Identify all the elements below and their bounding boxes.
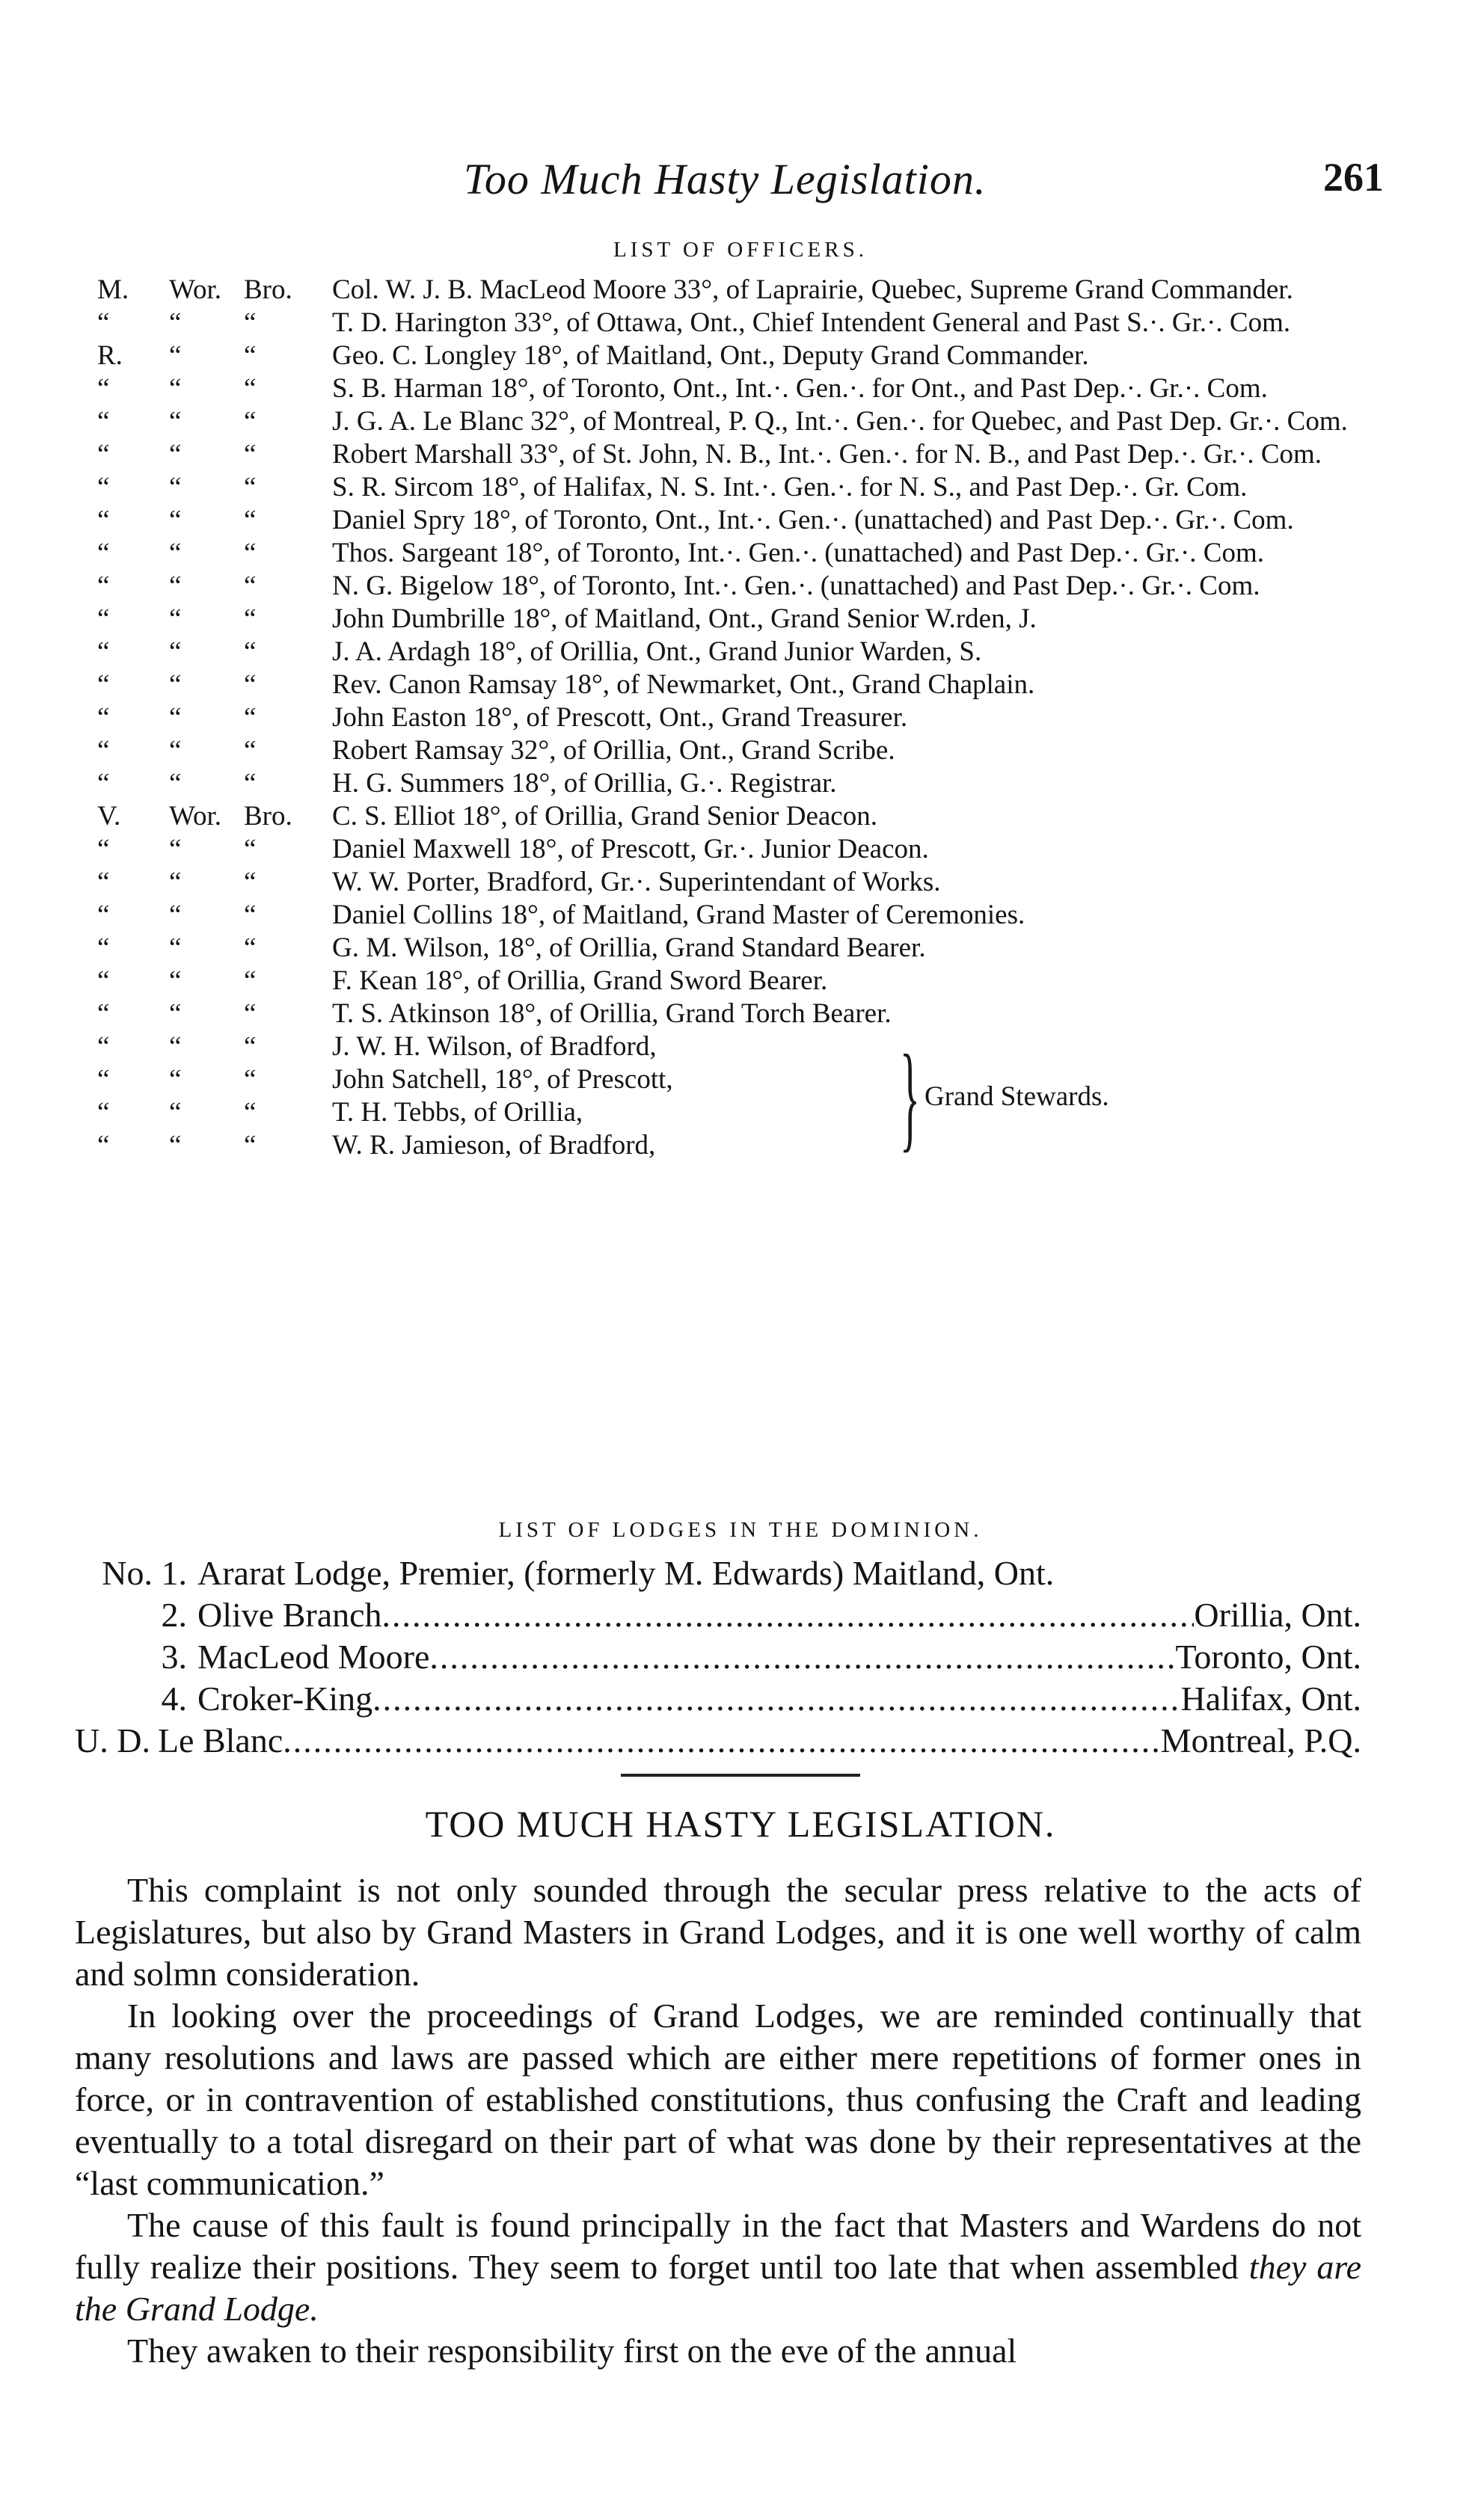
- officer-row: [97, 372, 1384, 405]
- lodge-row: [75, 1636, 1361, 1678]
- brother-abbrev: “: [244, 932, 257, 963]
- officer-row: [97, 734, 1384, 767]
- lodge-name: Olive Branch: [197, 1596, 382, 1634]
- paragraph: This complaint is not only sounded through the secular press relative to the acts of Legislatures, but also by Grand Masters in Grand Lodges, and it is one well worthy of calm and solmn consideration.: [75, 1871, 1361, 1993]
- lodge-name: Ararat Lodge, Premier, (formerly M. Edwards) Maitland, Ont.: [197, 1554, 1055, 1592]
- officer-entry: Rev. Canon Ramsay 18°, of Newmarket, Ont., Grand Chaplain.: [332, 669, 1035, 700]
- brother-abbrev: “: [244, 702, 257, 733]
- paragraph: In looking over the proceedings of Grand Lodges, we are reminded continually that many resolutions and laws are passed which are either mere repetitions of former ones in force, or in contravention of established constitutions, thus confusing the Craft and leading eventually to a total disregard on their part of what was done by their representatives at the “last communication.”: [75, 1997, 1361, 2202]
- dot-leader: [372, 1678, 1180, 1720]
- lodge-place: Montreal, P.Q.: [1160, 1721, 1361, 1760]
- brother-abbrev: “: [244, 998, 257, 1029]
- officer-entry: John Dumbrille 18°, of Maitland, Ont., Grand Senior W.rden, J.: [332, 603, 1037, 634]
- officer-row: [97, 932, 1384, 965]
- title-abbrev: “: [169, 932, 182, 963]
- officer-row: [97, 1096, 890, 1129]
- officer-entry: J. W. H. Wilson, of Bradford,: [332, 1031, 657, 1062]
- brother-abbrev: “: [244, 538, 257, 568]
- rank-abbrev: “: [97, 1097, 110, 1128]
- brother-abbrev: “: [244, 965, 257, 996]
- brother-abbrev: “: [244, 571, 257, 601]
- officer-row: [97, 1063, 890, 1096]
- title-abbrev: “: [169, 538, 182, 568]
- rank-abbrev: “: [97, 373, 110, 404]
- article-title: TOO MUCH HASTY LEGISLATION.: [425, 1803, 1056, 1845]
- officer-entry: T. S. Atkinson 18°, of Orillia, Grand Torch Bearer.: [332, 998, 892, 1029]
- brother-abbrev: “: [244, 505, 257, 535]
- rank-abbrev: “: [97, 603, 110, 634]
- officer-entry: S. B. Harman 18°, of Toronto, Ont., Int.·. Gen.·. for Ont., and Past Dep.·. Gr.·. Com.: [332, 373, 1268, 404]
- officer-row: [97, 274, 1384, 307]
- brother-abbrev: “: [244, 1130, 257, 1161]
- rank-abbrev: M.: [97, 274, 129, 305]
- officer-row: [97, 998, 1384, 1030]
- officer-row: [97, 866, 1384, 899]
- brother-abbrev: “: [244, 900, 257, 930]
- officer-entry: J. A. Ardagh 18°, of Orillia, Ont., Grand Junior Warden, S.: [332, 636, 982, 667]
- officer-row: [97, 636, 1384, 669]
- rank-abbrev: “: [97, 834, 110, 864]
- officer-row: [97, 899, 1384, 932]
- title-abbrev: “: [169, 1064, 182, 1095]
- brother-abbrev: “: [244, 867, 257, 897]
- officer-row: [97, 405, 1384, 438]
- lodge-number: 3.: [161, 1638, 187, 1676]
- title-abbrev: “: [169, 373, 182, 404]
- officer-entry: Daniel Collins 18°, of Maitland, Grand Master of Ceremonies.: [332, 900, 1025, 930]
- officer-entry: S. R. Sircom 18°, of Halifax, N. S. Int.·. Gen.·. for N. S., and Past Dep.·. Gr. Com.: [332, 472, 1248, 503]
- rank-abbrev: V.: [97, 801, 121, 832]
- title-abbrev: “: [169, 571, 182, 601]
- rank-abbrev: “: [97, 505, 110, 535]
- lodge-place: Orillia, Ont.: [1194, 1596, 1361, 1634]
- rank-abbrev: “: [97, 1130, 110, 1161]
- brace-icon: }: [900, 1030, 920, 1163]
- officer-row: [97, 471, 1384, 504]
- officer-row: [97, 1129, 890, 1162]
- title-abbrev: “: [169, 1031, 182, 1062]
- officer-entry: J. G. A. Le Blanc 32°, of Montreal, P. Q., Int.·. Gen.·. for Quebec, and Past Dep. Gr.·. Com.: [332, 406, 1348, 437]
- officer-entry: H. G. Summers 18°, of Orillia, G.·. Registrar.: [332, 768, 837, 799]
- title-abbrev: “: [169, 768, 182, 799]
- brother-abbrev: “: [244, 307, 257, 338]
- title-abbrev: “: [169, 965, 182, 996]
- officer-row: [97, 504, 1384, 537]
- officer-row: [97, 570, 1384, 603]
- brother-abbrev: “: [244, 669, 257, 700]
- title-abbrev: “: [169, 636, 182, 667]
- officer-row: [97, 339, 1384, 372]
- title-abbrev: Wor.: [169, 801, 221, 832]
- title-abbrev: “: [169, 900, 182, 930]
- lodge-row: [75, 1678, 1361, 1720]
- officer-entry: Daniel Spry 18°, of Toronto, Ont., Int.·. Gen.·. (unattached) and Past Dep.·. Gr.·. Com.: [332, 505, 1294, 535]
- officer-entry: John Easton 18°, of Prescott, Ont., Grand Treasurer.: [332, 702, 908, 733]
- lodge-number: U. D.: [75, 1721, 150, 1760]
- rank-abbrev: “: [97, 1031, 110, 1062]
- officer-row: [97, 767, 1384, 800]
- title-abbrev: “: [169, 834, 182, 864]
- officer-row: [97, 965, 1384, 998]
- title-abbrev: “: [169, 406, 182, 437]
- officer-entry: Daniel Maxwell 18°, of Prescott, Gr.·. Junior Deacon.: [332, 834, 929, 864]
- rank-abbrev: “: [97, 900, 110, 930]
- rank-abbrev: “: [97, 998, 110, 1029]
- lodge-place: Toronto, Ont.: [1175, 1638, 1361, 1676]
- officer-entry: Geo. C. Longley 18°, of Maitland, Ont., Deputy Grand Commander.: [332, 340, 1089, 371]
- lodge-row: [75, 1552, 1361, 1594]
- rank-abbrev: “: [97, 636, 110, 667]
- paragraph: They awaken to their responsibility first on the eve of the annual: [127, 2332, 1017, 2370]
- officer-row: [97, 603, 1384, 636]
- title-abbrev: “: [169, 1097, 182, 1128]
- officer-entry: Col. W. J. B. MacLeod Moore 33°, of Laprairie, Quebec, Supreme Grand Commander.: [332, 274, 1293, 305]
- lodge-name: Croker-King: [197, 1680, 373, 1718]
- officer-row: [97, 669, 1384, 701]
- page-header: [419, 150, 1384, 217]
- officer-entry: W. R. Jamieson, of Bradford,: [332, 1130, 656, 1161]
- brother-abbrev: “: [244, 636, 257, 667]
- dot-leader: [429, 1636, 1175, 1678]
- brother-abbrev: “: [244, 472, 257, 503]
- lodge-name: Le Blanc: [157, 1721, 283, 1760]
- officer-row: [97, 701, 1384, 734]
- brother-abbrev: “: [244, 406, 257, 437]
- rank-abbrev: “: [97, 307, 110, 338]
- brother-abbrev: “: [244, 735, 257, 766]
- rank-abbrev: “: [97, 932, 110, 963]
- rank-abbrev: “: [97, 571, 110, 601]
- brother-abbrev: “: [244, 834, 257, 864]
- officer-entry: C. S. Elliot 18°, of Orillia, Grand Senior Deacon.: [332, 801, 877, 832]
- rank-abbrev: “: [97, 735, 110, 766]
- title-abbrev: “: [169, 735, 182, 766]
- title-abbrev: “: [169, 998, 182, 1029]
- section-divider: [621, 1774, 860, 1777]
- brother-abbrev: “: [244, 1064, 257, 1095]
- page-number: 261: [1323, 155, 1384, 200]
- officer-entry: G. M. Wilson, 18°, of Orillia, Grand Standard Bearer.: [332, 932, 926, 963]
- title-abbrev: Wor.: [169, 274, 221, 305]
- lodge-number: 4.: [161, 1680, 187, 1718]
- brother-abbrev: Bro.: [244, 801, 292, 832]
- stewards-group: [97, 1030, 1384, 1162]
- title-abbrev: “: [169, 867, 182, 897]
- title-abbrev: “: [169, 472, 182, 503]
- officer-entry: T. D. Harington 33°, of Ottawa, Ont., Chief Intendent General and Past S.·. Gr.·. Com.: [332, 307, 1291, 338]
- rank-abbrev: “: [97, 538, 110, 568]
- lodge-number: No. 1.: [102, 1554, 187, 1592]
- officer-row: [97, 438, 1384, 471]
- emphasis-text: they are the Grand Lodge.: [75, 2248, 1362, 2328]
- lodge-row: [75, 1594, 1361, 1636]
- officer-entry: T. H. Tebbs, of Orillia,: [332, 1097, 583, 1128]
- brother-abbrev: “: [244, 1031, 257, 1062]
- brother-abbrev: Bro.: [244, 274, 292, 305]
- stewards-label: Grand Stewards.: [925, 1081, 1109, 1112]
- title-abbrev: “: [169, 505, 182, 535]
- article-body: [75, 1869, 1361, 2372]
- lodges-list: [75, 1552, 1361, 1762]
- rank-abbrev: “: [97, 472, 110, 503]
- brother-abbrev: “: [244, 1097, 257, 1128]
- officers-list: [97, 274, 1384, 1162]
- lodge-row: [75, 1720, 1361, 1762]
- officer-entry: F. Kean 18°, of Orillia, Grand Sword Bearer.: [332, 965, 828, 996]
- title-abbrev: “: [169, 669, 182, 700]
- brother-abbrev: “: [244, 373, 257, 404]
- rank-abbrev: “: [97, 768, 110, 799]
- officer-entry: Thos. Sargeant 18°, of Toronto, Int.·. Gen.·. (unattached) and Past Dep.·. Gr.·. Com.: [332, 538, 1264, 568]
- brother-abbrev: “: [244, 340, 257, 371]
- paragraph: [75, 2204, 1361, 2330]
- lodge-name: MacLeod Moore: [197, 1638, 430, 1676]
- officer-entry: Robert Ramsay 32°, of Orillia, Ont., Grand Scribe.: [332, 735, 895, 766]
- lodge-place: Halifax, Ont.: [1180, 1680, 1361, 1718]
- rank-abbrev: “: [97, 702, 110, 733]
- lodge-number: 2.: [161, 1596, 187, 1634]
- officer-row: [97, 800, 1384, 833]
- lodges-heading: LIST OF LODGES IN THE DOMINION.: [498, 1518, 983, 1542]
- officer-entry: John Satchell, 18°, of Prescott,: [332, 1064, 673, 1095]
- officer-entry: Robert Marshall 33°, of St. John, N. B., Int.·. Gen.·. for N. B., and Past Dep.·. Gr.·. Com.: [332, 439, 1322, 470]
- rank-abbrev: “: [97, 965, 110, 996]
- officer-row: [97, 833, 1384, 866]
- title-abbrev: “: [169, 439, 182, 470]
- officer-entry: W. W. Porter, Bradford, Gr.·. Superintendant of Works.: [332, 867, 941, 897]
- rank-abbrev: “: [97, 1064, 110, 1095]
- rank-abbrev: “: [97, 867, 110, 897]
- rank-abbrev: “: [97, 406, 110, 437]
- officer-entry: N. G. Bigelow 18°, of Toronto, Int.·. Gen.·. (unattached) and Past Dep.·. Gr.·. Com.: [332, 571, 1260, 601]
- officer-row: [97, 537, 1384, 570]
- rank-abbrev: R.: [97, 340, 123, 371]
- title-abbrev: “: [169, 1130, 182, 1161]
- officer-row: [97, 307, 1384, 339]
- rank-abbrev: “: [97, 439, 110, 470]
- title-abbrev: “: [169, 603, 182, 634]
- title-abbrev: “: [169, 307, 182, 338]
- title-abbrev: “: [169, 702, 182, 733]
- officers-heading: LIST OF OFFICERS.: [613, 238, 868, 262]
- dot-leader: [382, 1594, 1195, 1636]
- brother-abbrev: “: [244, 603, 257, 634]
- rank-abbrev: “: [97, 669, 110, 700]
- title-abbrev: “: [169, 340, 182, 371]
- paragraph-text: The cause of this fault is found principally in the fact that Masters and Wardens do not fully realize their positions. They seem to forget until too late that when assembled: [75, 2206, 1361, 2286]
- officer-row: [97, 1030, 890, 1063]
- brother-abbrev: “: [244, 439, 257, 470]
- dot-leader: [283, 1720, 1160, 1762]
- running-title: Too Much Hasty Legislation.: [464, 155, 987, 203]
- brother-abbrev: “: [244, 768, 257, 799]
